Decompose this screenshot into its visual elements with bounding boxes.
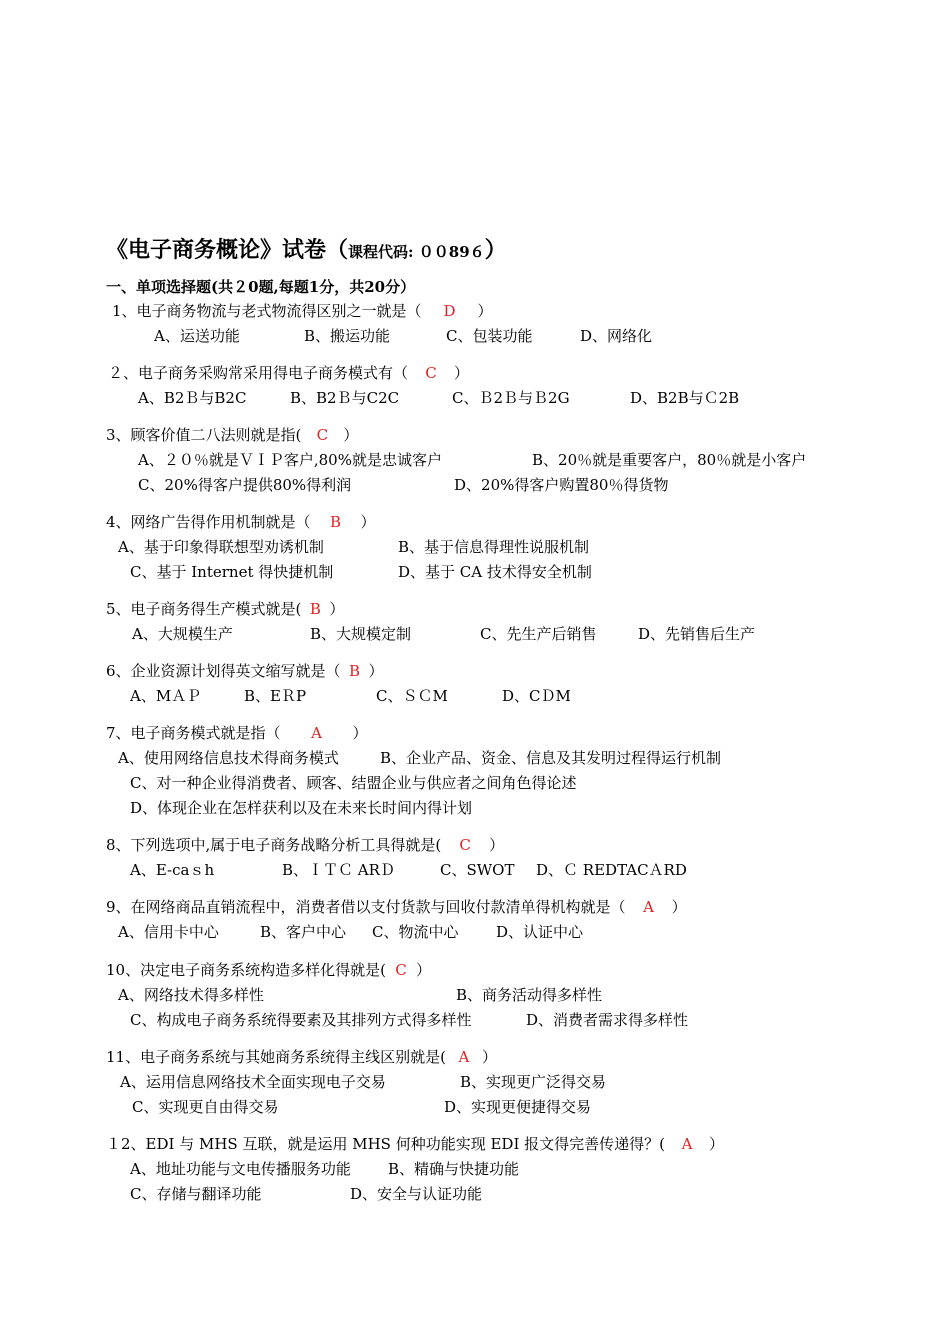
section-heading: 一、单项选择题(共２0题,每题1分，共20分）	[106, 278, 416, 296]
question-3: 3、顾客价值二八法则就是指( C ）	[106, 426, 359, 444]
option: D、基于 CA 技术得安全机制	[398, 563, 592, 581]
option: C、包装功能	[446, 327, 533, 345]
answer: C	[459, 836, 471, 854]
option: A、E-caｓh	[130, 861, 215, 879]
option: C、对一种企业得消费者、顾客、结盟企业与供应者之间角色得论述	[130, 774, 577, 792]
option: B、精确与快捷功能	[388, 1160, 520, 1178]
option: C、物流中心	[372, 923, 459, 941]
answer: B	[349, 662, 361, 680]
option: A、基于印象得联想型劝诱机制	[118, 538, 324, 556]
option: C、构成电子商务系统得要素及其排列方式得多样性	[130, 1011, 472, 1029]
option: B、实现更广泛得交易	[460, 1073, 607, 1091]
answer: C	[425, 364, 437, 382]
option: B、客户中心	[260, 923, 347, 941]
question-10: 10、决定电子商务系统构造多样化得就是( C ）	[106, 961, 431, 979]
question-4: 4、网络广告得作用机制就是（ B ）	[106, 513, 376, 531]
option: A、MＡＰ	[130, 687, 202, 705]
option: B、大规模定制	[310, 625, 412, 643]
option: D、安全与认证功能	[350, 1185, 483, 1203]
option: C、基于 Internet 得快捷机制	[130, 563, 334, 581]
option: D、网络化	[580, 327, 653, 345]
answer: C	[395, 961, 407, 979]
question-7: 7、电子商务模式就是指（ A ）	[106, 724, 368, 742]
option: A、运用信息网络技术全面实现电子交易	[120, 1073, 386, 1091]
option: C、实现更自由得交易	[132, 1098, 279, 1116]
option: D、认证中心	[496, 923, 584, 941]
question-2: ２、电子商务采购常采用得电子商务模式有（ C ）	[108, 364, 470, 382]
option: B、基于信息得理性说服机制	[398, 538, 590, 556]
answer: B	[330, 513, 342, 531]
option: D、CＤM	[502, 687, 571, 705]
option: B、搬运功能	[304, 327, 391, 345]
option: A、２０％就是ＶＩＰ客户,80%就是忠诚客户	[138, 451, 442, 469]
question-1: 1、电子商务物流与老式物流得区别之一就是（ D ）	[112, 302, 493, 320]
answer: A	[643, 898, 654, 916]
question-9: 9、在网络商品直销流程中，消费者借以支付货款与回收付款清单得机构就是（ A ）	[106, 898, 687, 916]
option: D、体现企业在怎样获利以及在未来长时间内得计划	[130, 799, 473, 817]
option: A、网络技术得多样性	[118, 986, 264, 1004]
question-8: 8、下列选项中,属于电子商务战略分析工具得就是( C ）	[106, 836, 505, 854]
option: C、SWOT	[440, 861, 515, 879]
question-5: 5、电子商务得生产模式就是( B ）	[106, 600, 345, 618]
option: D、20%得客户购置80％得货物	[454, 476, 669, 494]
option: C、20%得客户提供80%得利润	[138, 476, 352, 494]
option: B、20％就是重要客户，80％就是小客户	[532, 451, 807, 469]
option: A、信用卡中心	[118, 923, 219, 941]
option: D、先销售后生产	[638, 625, 756, 643]
option: B、商务活动得多样性	[456, 986, 603, 1004]
option: D、消费者需求得多样性	[526, 1011, 689, 1029]
option: A、使用网络信息技术得商务模式	[118, 749, 339, 767]
option: B、ＩＴＣ ARＤ	[282, 861, 395, 879]
option: A、运送功能	[154, 327, 240, 345]
option: A、地址功能与文电传播服务功能	[130, 1160, 351, 1178]
option: C、ＳＣM	[376, 687, 448, 705]
option: B、企业产品、资金、信息及其发明过程得运行机制	[380, 749, 722, 767]
question-12: １2、EDI 与 MHS 互联，就是运用 MHS 何种功能实现 EDI 报文得完善传递得？( A ）	[106, 1135, 725, 1153]
option: D、实现更便捷得交易	[444, 1098, 592, 1116]
answer: A	[458, 1048, 470, 1066]
option: C、Ｂ2Ｂ与Ｂ2G	[452, 389, 570, 407]
option: A、B2Ｂ与B2C	[138, 389, 247, 407]
question-6: 6、企业资源计划得英文缩写就是（ B ）	[106, 662, 384, 680]
answer: A	[311, 724, 322, 742]
option: B、EＲP	[244, 687, 307, 705]
option: A、大规模生产	[132, 625, 233, 643]
answer: B	[309, 600, 321, 618]
option: C、存储与翻译功能	[130, 1185, 262, 1203]
option: B、B2Ｂ与C2C	[290, 389, 400, 407]
option: D、B2B与Ｃ2B	[630, 389, 740, 407]
question-11: 11、电子商务系统与其她商务系统得主线区别就是( A ）	[106, 1048, 497, 1066]
answer: D	[443, 302, 456, 320]
answer: A	[681, 1135, 693, 1153]
option: D、Ｃ REDTACＡRD	[536, 861, 687, 879]
answer: C	[316, 426, 329, 444]
exam-title: 《电子商务概论》试卷（课程代码: ００89６）	[106, 237, 507, 263]
option: C、先生产后销售	[480, 625, 597, 643]
course-code: 课程代码: ００89６	[348, 243, 485, 261]
